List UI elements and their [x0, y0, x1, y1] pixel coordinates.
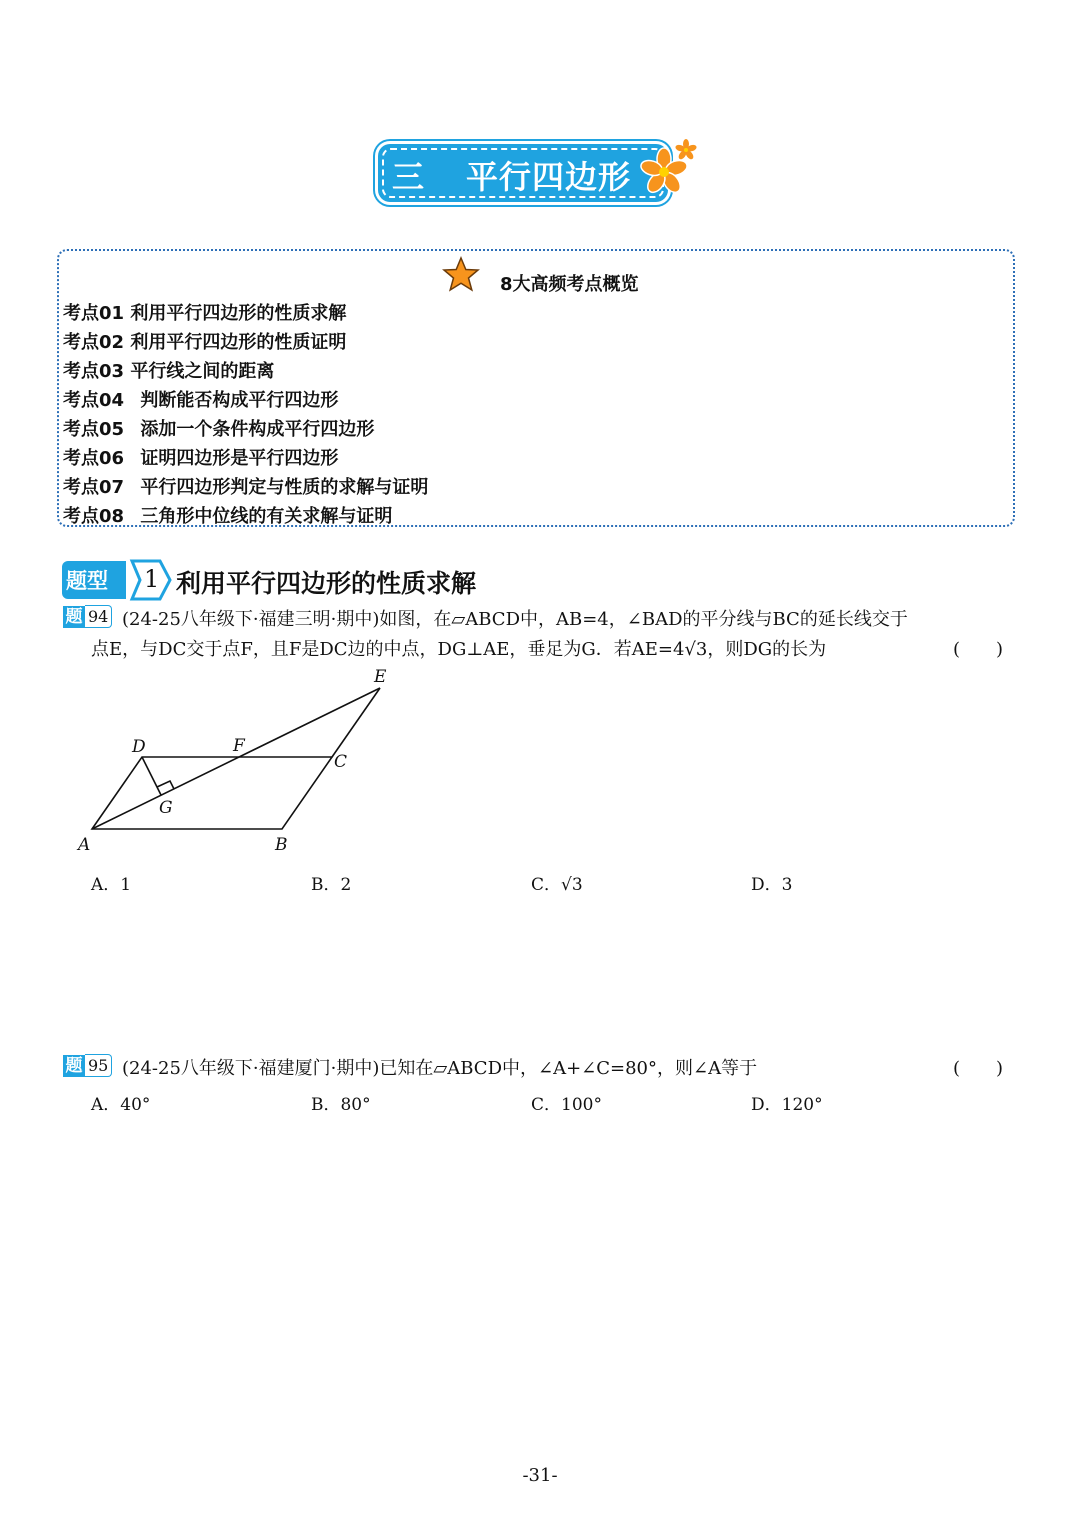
question-tag: 题 [63, 1055, 85, 1077]
parallelogram-figure [70, 662, 430, 862]
option-b: B．80° [311, 1095, 371, 1115]
option-d: D．120° [751, 1095, 823, 1115]
label-a: A [78, 835, 91, 855]
chapter-banner [378, 144, 668, 202]
topic-code: 考点06 [63, 448, 125, 469]
question-number: 94 [85, 605, 112, 628]
label-e: E [374, 667, 387, 687]
label-f: F [233, 736, 245, 756]
question-text-line: 点E，与DC交于点F，且F是DC边的中点，DG⊥AE，垂足为G．若AE=4√3，则DG的长为 [91, 639, 827, 660]
chapter-number: 三 [392, 158, 425, 196]
topic-title: 平行线之间的距离 [130, 361, 275, 382]
topic-code: 考点02 [63, 332, 125, 353]
question-source: (24-25八年级下·福建厦门·期中) [122, 1058, 380, 1079]
option-a: A．1 [91, 875, 132, 895]
question-source: (24-25八年级下·福建三明·期中) [122, 609, 380, 630]
topic-item [63, 299, 346, 325]
label-b: B [275, 835, 288, 855]
option-b: B．2 [311, 875, 352, 895]
question-stem: 已知在▱ABCD中，∠A+∠C=80°，则∠A等于 [379, 1058, 758, 1079]
topic-title: 判断能否构成平行四边形 [140, 390, 339, 411]
flower-icon [634, 136, 698, 200]
topic-code: 考点05 [63, 419, 125, 440]
topic-title: 三角形中位线的有关求解与证明 [140, 506, 393, 527]
parallelogram-abcd [92, 757, 332, 829]
topic-item [63, 502, 392, 528]
topic-title: 平行四边形判定与性质的求解与证明 [140, 477, 429, 498]
topic-item [63, 328, 346, 354]
option-a: A．40° [91, 1095, 151, 1115]
segment-dg [142, 757, 161, 795]
topic-item [63, 473, 428, 499]
section-number: 1 [144, 565, 160, 593]
star-icon [442, 256, 480, 294]
topic-title: 利用平行四边形的性质证明 [130, 332, 347, 353]
topic-code: 考点04 [63, 390, 125, 411]
option-d: D．3 [751, 875, 793, 895]
section-badge-label: 题型 [66, 569, 108, 593]
option-c: C．100° [531, 1095, 602, 1115]
label-d: D [132, 737, 146, 757]
topic-item [63, 415, 374, 441]
question-text-line [122, 605, 908, 631]
question-text-line [122, 1054, 757, 1080]
topic-code: 考点07 [63, 477, 125, 498]
line-ce [332, 688, 380, 757]
topic-item [63, 444, 338, 470]
answer-bracket: ( ) [953, 1058, 1004, 1079]
section-title: 利用平行四边形的性质求解 [176, 569, 477, 598]
topic-title: 添加一个条件构成平行四边形 [140, 419, 375, 440]
topic-item [63, 357, 274, 383]
topic-item [63, 386, 338, 412]
overview-heading: 8大高频考点概览 [500, 274, 639, 295]
topic-title: 证明四边形是平行四边形 [140, 448, 339, 469]
page-number: -31- [522, 1465, 558, 1486]
topic-code: 考点03 [63, 361, 125, 382]
option-c: C．√3 [531, 875, 583, 895]
label-g: G [159, 798, 173, 818]
chapter-title: 平行四边形 [466, 158, 632, 196]
topic-code: 考点01 [63, 303, 125, 324]
right-angle-mark [157, 781, 174, 789]
question-number: 95 [85, 1054, 112, 1077]
answer-bracket: ( ) [953, 639, 1004, 660]
topic-code: 考点08 [63, 506, 125, 527]
question-stem: 如图，在▱ABCD中，AB=4，∠BAD的平分线与BC的延长线交于 [379, 609, 908, 630]
label-c: C [334, 752, 348, 772]
topic-title: 利用平行四边形的性质求解 [130, 303, 347, 324]
question-tag: 题 [63, 606, 85, 628]
